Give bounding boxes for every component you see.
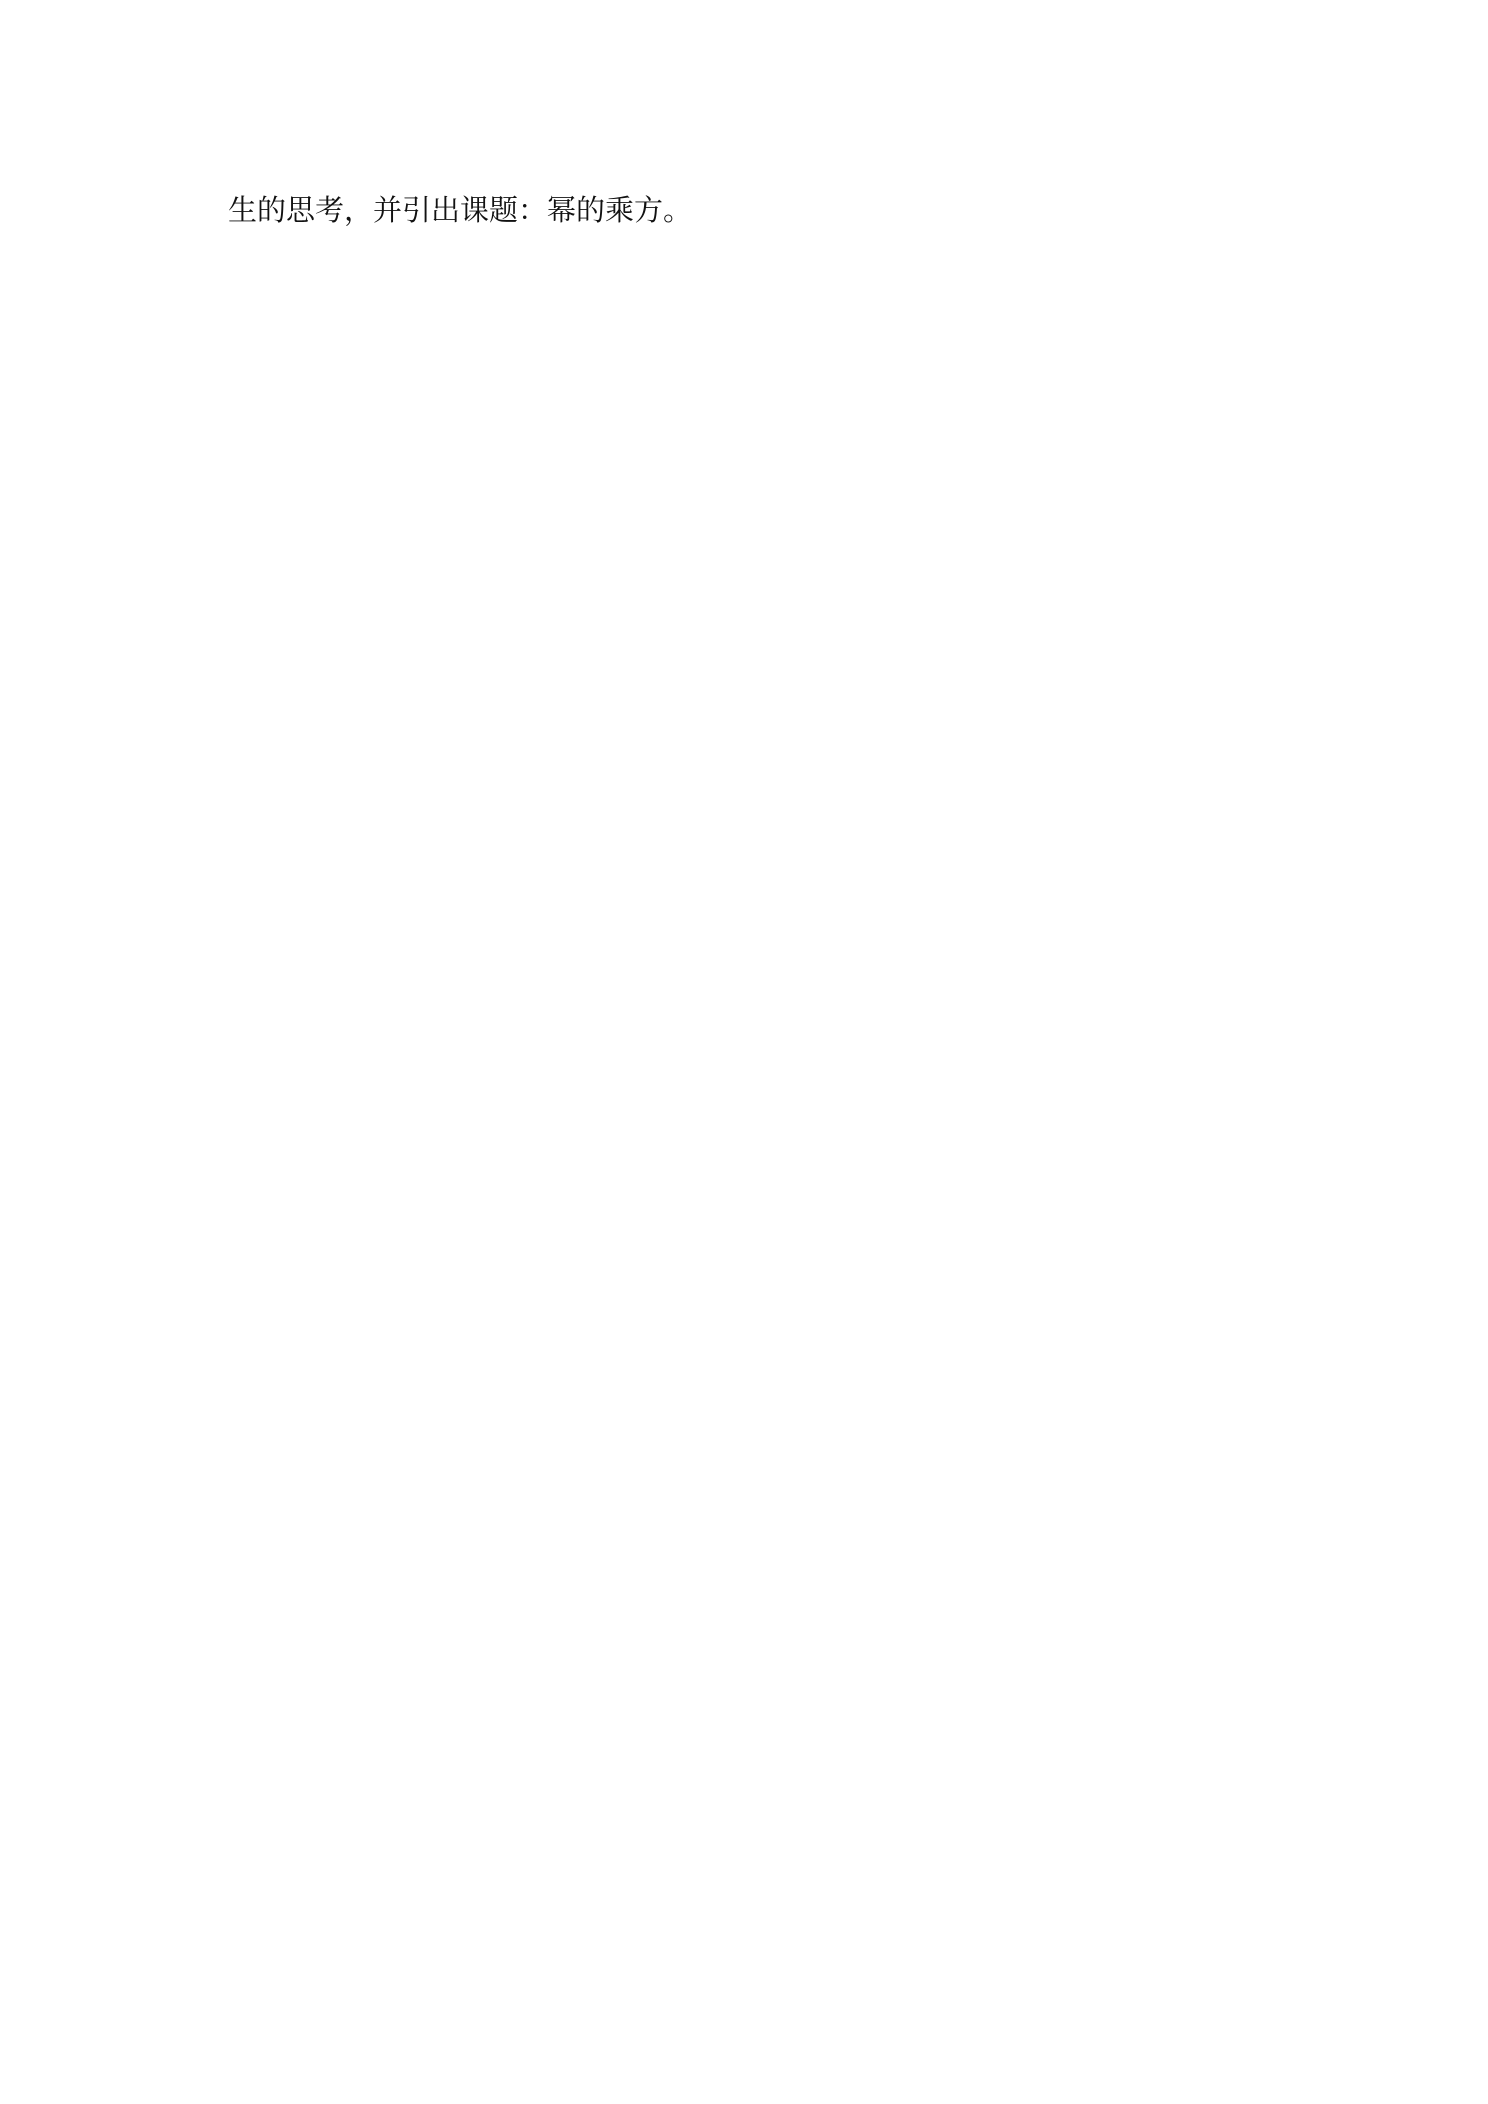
- text-line: 生的思考，并引出课题：幂的乘方。: [228, 193, 693, 227]
